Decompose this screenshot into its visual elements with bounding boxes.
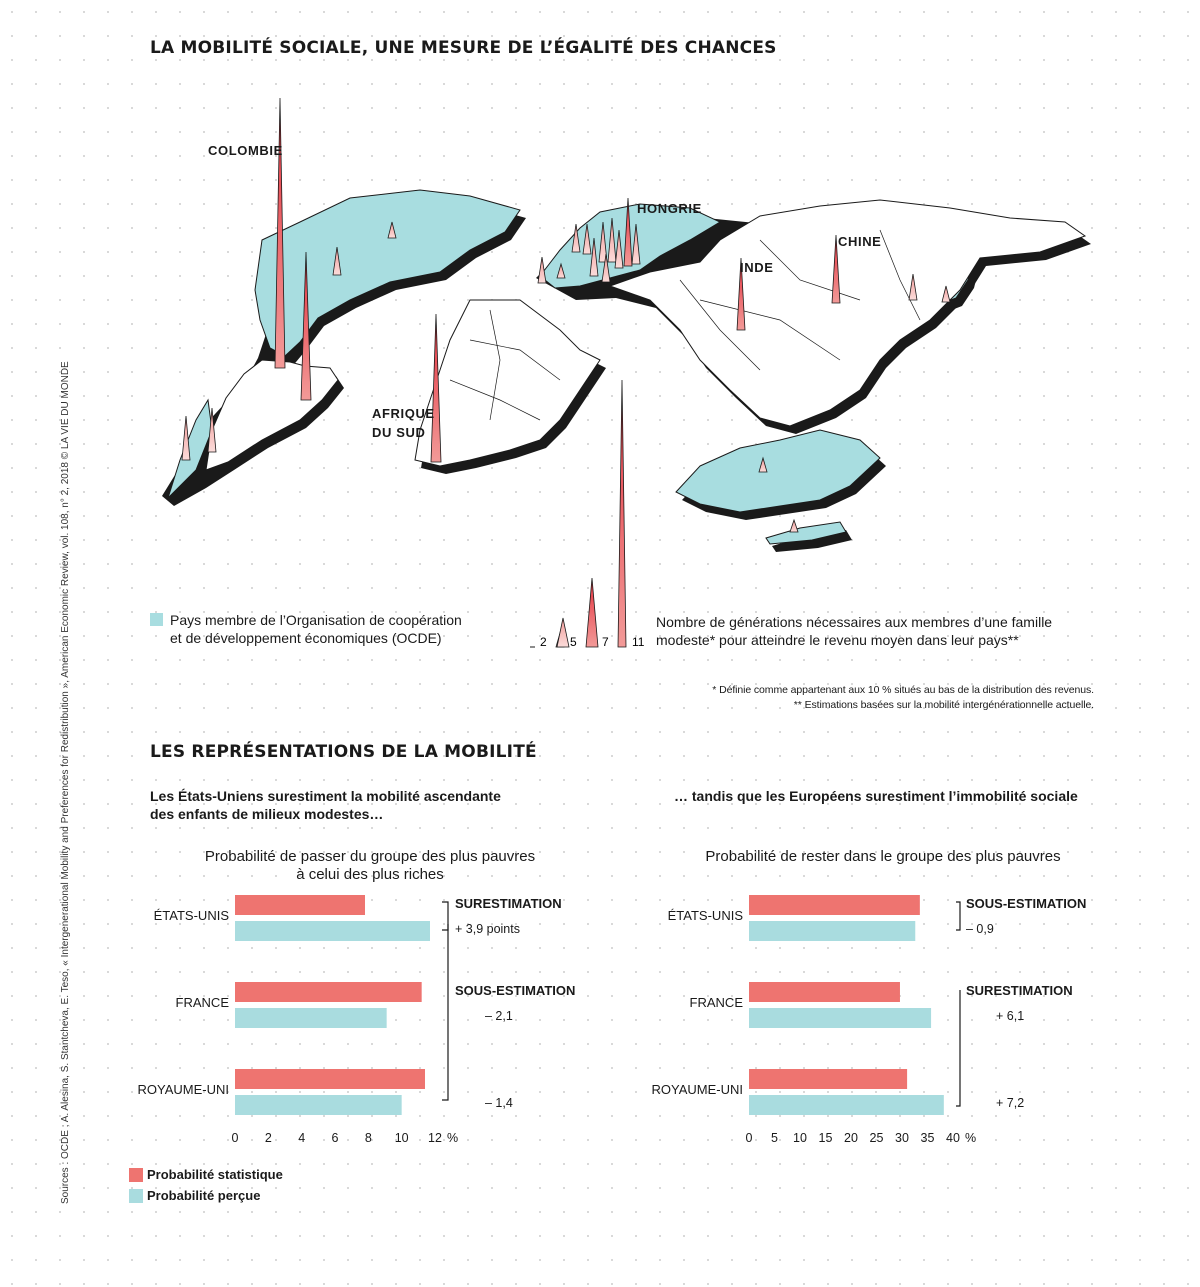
label-inde: INDE	[740, 260, 774, 275]
category-label: ROYAUME-UNI	[651, 1082, 743, 1097]
axis-unit: %	[447, 1131, 459, 1145]
legend-spike-value-11: 11	[632, 635, 645, 649]
category-label: FRANCE	[689, 995, 743, 1010]
tick-label: 0	[231, 1131, 239, 1145]
oecd-swatch	[150, 613, 163, 626]
category-label: ROYAUME-UNI	[137, 1082, 229, 1097]
legend-spike-value-5: 5	[570, 635, 577, 649]
tick-label: 25	[869, 1131, 884, 1145]
source-credit: Sources : OCDE ; A. Alesina, S. Stantcheva, E. Teso, « Intergenerational Mobility and Preferences for Redistribution », American Economic Review, vol. 108, n° 2, 2018 © LA VIE DU MONDE	[60, 361, 71, 1204]
category-label: ÉTATS-UNIS	[153, 908, 229, 923]
legend-spike-value-7: 7	[602, 635, 609, 649]
tick-label: 2	[264, 1131, 272, 1145]
category-label: ÉTATS-UNIS	[667, 908, 743, 923]
left-subtitle-line1: Les États-Uniens surestiment la mobilité ascendante	[150, 788, 501, 804]
legend-percue-label: Probabilité perçue	[147, 1188, 261, 1203]
left-chart-title-line1: Probabilité de passer du groupe des plus pauvres	[204, 848, 536, 865]
bar-statistique	[235, 1069, 425, 1089]
annotation-heading: SOUS-ESTIMATION	[455, 983, 576, 998]
spike-legend-line1: Nombre de générations nécessaires aux membres d’une famille	[656, 614, 1053, 630]
australia-oecd	[676, 430, 880, 512]
bar-percue	[749, 1008, 931, 1028]
legend-spike-7	[586, 578, 598, 647]
tick-label: 4	[298, 1131, 306, 1145]
bar-statistique	[749, 895, 920, 915]
tick-label: 12	[428, 1131, 442, 1145]
bar-percue	[749, 921, 915, 941]
bar-percue	[749, 1095, 944, 1115]
tick-label: 20	[844, 1131, 858, 1145]
annotation-bracket	[442, 902, 448, 930]
label-colombie: COLOMBIE	[208, 143, 283, 158]
legend-statistique-label: Probabilité statistique	[147, 1167, 283, 1182]
spike-legend-line2: modeste* pour atteindre le revenu moyen dans leur pays**	[656, 632, 1019, 648]
label-du-sud: DU SUD	[372, 425, 426, 440]
annotation-value: + 3,9 points	[455, 922, 520, 936]
right-subtitle: … tandis que les Européens surestiment l’immobilité sociale	[674, 788, 1078, 804]
legend-spike-value-2: 2	[540, 635, 547, 649]
label-afrique: AFRIQUE	[372, 406, 435, 421]
tick-label: 5	[771, 1131, 778, 1145]
section-title: LES REPRÉSENTATIONS DE LA MOBILITÉ	[150, 742, 537, 762]
tick-label: 6	[331, 1131, 339, 1145]
left-subtitle	[150, 787, 501, 823]
annotation-value: – 0,9	[966, 922, 994, 936]
label-afrique-du-sud	[372, 404, 435, 442]
tick-label: 35	[920, 1131, 935, 1145]
annotation-heading: SURESTIMATION	[966, 983, 1073, 998]
tick-label: 10	[793, 1131, 807, 1145]
tick-label: 10	[394, 1131, 409, 1145]
main-title: LA MOBILITÉ SOCIALE, UNE MESURE DE L’ÉGALITÉ DES CHANCES	[150, 38, 777, 58]
oecd-legend-line1: Pays membre de l’Organisation de coopération	[170, 612, 462, 628]
legend-percue-swatch	[129, 1189, 143, 1203]
spike-nouvelle-zelande	[790, 520, 798, 532]
bar-statistique	[749, 982, 900, 1002]
annotation-value: – 2,1	[485, 1009, 513, 1023]
legend-spike-5	[557, 618, 569, 647]
oecd-legend-line2: et de développement économiques (OCDE)	[170, 630, 442, 646]
bar-percue	[235, 1095, 402, 1115]
legend-spike-11	[618, 380, 626, 647]
label-hongrie: HONGRIE	[637, 201, 702, 216]
right-chart-title: Probabilité de rester dans le groupe des plus pauvres	[705, 848, 1061, 865]
chart-right	[600, 880, 1200, 1150]
tick-label: 0	[745, 1131, 753, 1145]
footnote-2: ** Estimations basées sur la mobilité intergénérationnelle actuelle.	[793, 699, 1094, 711]
tick-label: 8	[364, 1131, 372, 1145]
annotation-value: + 6,1	[996, 1009, 1025, 1023]
spike-legend-text	[656, 613, 1052, 649]
oecd-legend	[170, 611, 462, 647]
annotation-bracket	[956, 902, 960, 930]
bar-percue	[235, 1008, 387, 1028]
bar-statistique	[235, 895, 365, 915]
bar-statistique	[235, 982, 422, 1002]
africa	[415, 300, 600, 466]
left-chart-title-line2: à celui des plus riches	[296, 866, 444, 883]
annotation-bracket	[442, 924, 448, 1100]
chart-left	[0, 880, 600, 1150]
tick-label: 40	[946, 1131, 960, 1145]
annotation-bracket	[956, 990, 960, 1106]
category-label: FRANCE	[175, 995, 229, 1010]
footnote-1: * Définie comme appartenant aux 10 % situés au bas de la distribution des revenus.	[712, 684, 1094, 696]
annotation-heading: SURESTIMATION	[455, 896, 562, 911]
left-subtitle-line2: des enfants de milieux modestes…	[150, 806, 384, 822]
tick-label: 30	[895, 1131, 909, 1145]
left-chart-title	[190, 848, 550, 884]
annotation-heading: SOUS-ESTIMATION	[966, 896, 1087, 911]
bar-percue	[235, 921, 430, 941]
bar-statistique	[749, 1069, 907, 1089]
tick-label: 15	[818, 1131, 833, 1145]
legend-statistique-swatch	[129, 1168, 143, 1182]
annotation-value: + 7,2	[996, 1096, 1025, 1110]
axis-unit: %	[965, 1131, 977, 1145]
annotation-value: – 1,4	[485, 1096, 513, 1110]
label-chine: CHINE	[838, 234, 882, 249]
